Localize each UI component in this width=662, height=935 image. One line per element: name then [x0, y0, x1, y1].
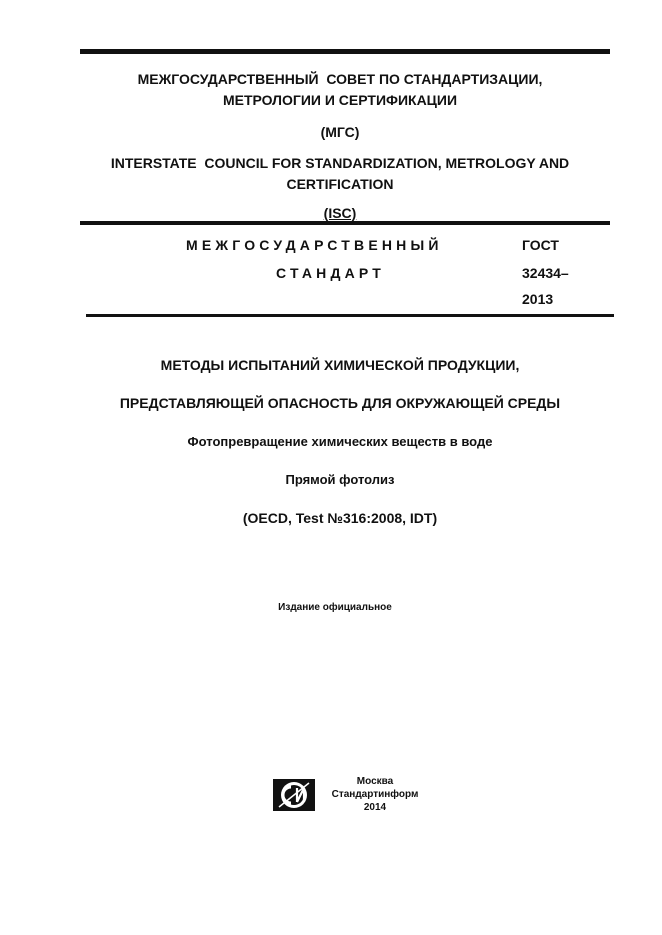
document-reference: (OECD, Test №316:2008, IDT): [242, 510, 438, 526]
standard-type-line1: МЕЖГОСУДАРСТВЕННЫЙ: [186, 237, 443, 253]
council-abbr-ru: (МГС): [320, 124, 360, 140]
council-name-ru: [60, 69, 620, 111]
gost-number: 32434–: [522, 265, 569, 281]
council-name-en: [60, 153, 620, 195]
council-name-ru-line1: МЕЖГОСУДАРСТВЕННЫЙ СОВЕТ ПО СТАНДАРТИЗАЦИИ,: [137, 71, 543, 87]
middle-rule: [80, 221, 610, 225]
standartinform-logo-icon: [271, 777, 317, 813]
document-title-line2: ПРЕДСТАВЛЯЮЩЕЙ ОПАСНОСТЬ ДЛЯ ОКРУЖАЮЩЕЙ СРЕДЫ: [119, 395, 561, 411]
top-rule: [80, 49, 610, 54]
edition-note: Издание официальное: [278, 602, 392, 613]
standard-type-line2: СТАНДАРТ: [276, 265, 386, 281]
council-abbr-en: (ISC): [323, 205, 357, 221]
publisher-info: [327, 775, 423, 814]
document-subtitle-2: Прямой фотолиз: [285, 472, 395, 487]
publisher-name: Стандартинформ: [331, 789, 419, 800]
council-name-ru-line2: МЕТРОЛОГИИ И СЕРТИФИКАЦИИ: [222, 92, 458, 108]
bottom-rule: [86, 314, 614, 317]
publisher-year: 2014: [363, 802, 387, 813]
publisher-city: Москва: [356, 776, 394, 787]
council-name-en-line1: INTERSTATE COUNCIL FOR STANDARDIZATION, METROLOGY AND: [110, 155, 570, 171]
gost-label: ГОСТ: [522, 237, 559, 253]
document-title-line1: МЕТОДЫ ИСПЫТАНИЙ ХИМИЧЕСКОЙ ПРОДУКЦИИ,: [160, 357, 520, 373]
document-subtitle: Фотопревращение химических веществ в воде: [187, 434, 493, 449]
council-name-en-line2: CERTIFICATION: [286, 176, 394, 192]
gost-year: 2013: [522, 291, 554, 307]
